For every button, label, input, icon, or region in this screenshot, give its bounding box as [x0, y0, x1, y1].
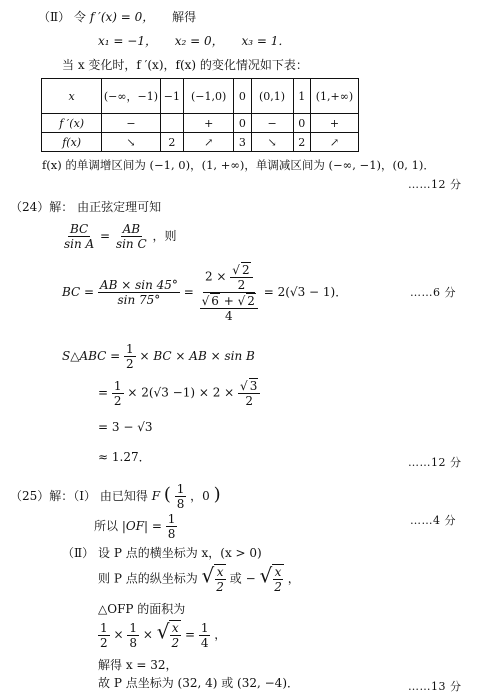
- score-12a: ……12 分: [408, 178, 462, 191]
- area-rhs: × BC × AB × sin B: [139, 349, 255, 363]
- bc-equation: BC = $\frac{AB \times \sin 45^\circ}{\sin 75^\circ}$ = 2 × $\frac{√ 2}{2}$ $\frac{√ 6 + √ 2}{4}$ = 2(√3 − 1)．: [62, 263, 348, 323]
- focus-label: F: [151, 489, 161, 503]
- table-cell: (−∞，−1): [102, 79, 160, 114]
- sqrt-value: 2: [241, 263, 250, 277]
- equals: =: [98, 385, 109, 400]
- monotone-conclusion: f(x) 的单调增区间为 (−1, 0)，(1, +∞)，单调减区间为 (−∞, −1)，(0, 1)．: [42, 158, 435, 172]
- sqrt-value: 6: [211, 294, 219, 308]
- numerator: 1: [126, 342, 134, 356]
- area-lhs: S△ABC =: [62, 349, 121, 363]
- table-cell: −: [251, 114, 293, 133]
- q25-intro: 由已知得: [99, 489, 148, 503]
- fraction: $\frac{√ 3}{2}$: [238, 378, 260, 408]
- table-row: [42, 133, 359, 152]
- table-cell: 0: [234, 79, 251, 114]
- table-cell: x: [42, 79, 102, 114]
- fraction: $\frac{√ 6 + √ 2}{4}$: [200, 293, 258, 323]
- table-cell: (1,+∞): [310, 79, 358, 114]
- part2-line: [38, 10, 196, 24]
- fraction: [166, 512, 178, 541]
- variation-table: [41, 78, 359, 152]
- num-text: 2 ×: [204, 269, 227, 284]
- table-cell: −1: [160, 79, 184, 114]
- fraction: [199, 621, 211, 650]
- fraction: [127, 621, 139, 650]
- fraction: [214, 564, 226, 594]
- denominator: sin C: [115, 237, 147, 251]
- numerator: 1: [176, 482, 185, 496]
- area-step-3: = 3 − √3: [98, 420, 153, 434]
- numerator: 1: [129, 620, 137, 635]
- fraction: [175, 482, 187, 511]
- area-step-2: [98, 378, 260, 408]
- q25-label: （25）解：（Ⅰ）: [10, 489, 97, 503]
- bc-lhs: BC =: [62, 285, 95, 299]
- table-cell: [160, 114, 184, 133]
- denominator: 2: [100, 635, 108, 650]
- denominator: 4: [200, 635, 209, 650]
- fraction: [114, 222, 149, 251]
- focus-tail: ，0: [190, 489, 210, 503]
- numerator: x: [274, 565, 282, 579]
- y-coord-line: 则 P 点的纵坐标为 √ $\frac{x}{2}$ 或 − √ $\frac{x}{2}$ ，: [98, 563, 300, 594]
- p2-text: 设 P 点的横坐标为 x，(x > 0): [98, 546, 262, 560]
- solve-line: 解得 x = 32，: [98, 658, 178, 672]
- denominator: 8: [176, 497, 185, 511]
- table-cell: 0: [293, 114, 310, 133]
- numerator: BC: [69, 222, 89, 236]
- table-cell: ↘: [251, 133, 293, 152]
- area-equation: $\frac{1}{2}$ × $\frac{1}{8}$ × √ $\frac{x}{2}$ = $\frac{1}{4}$ ，: [100, 619, 227, 650]
- table-cell: 2: [293, 133, 310, 152]
- table-cell: −: [102, 114, 160, 133]
- denominator: sin A: [64, 237, 95, 251]
- table-cell: 0: [234, 114, 251, 133]
- root-3: x₃ = 1．: [241, 34, 291, 48]
- score-13: ……13 分: [408, 680, 462, 693]
- score-4: ……4 分: [410, 514, 456, 527]
- table-cell: f ′(x): [42, 114, 102, 133]
- numerator: [203, 262, 255, 293]
- table-row: [42, 114, 359, 133]
- final-answer: 故 P 点坐标为 (32, 4) 或 (32, −4)．: [98, 676, 299, 690]
- numerator: 1: [167, 512, 176, 526]
- numerator: AB × sin 45°: [99, 278, 178, 292]
- part2-label: （Ⅱ）: [38, 10, 71, 24]
- fraction: $\frac{√ 2}{2}$: [230, 262, 252, 292]
- of-label: |OF| =: [121, 519, 162, 533]
- numerator: 1: [100, 620, 108, 635]
- fraction: [112, 379, 124, 408]
- fraction: [124, 342, 136, 371]
- q24-head: [10, 200, 161, 214]
- denominator: 2: [274, 580, 282, 594]
- numerator: 1: [200, 620, 209, 635]
- part2-solve: 解得: [172, 10, 197, 24]
- numerator: 1: [113, 378, 122, 393]
- table-row: [42, 79, 359, 114]
- denominator: 8: [167, 527, 176, 541]
- numerator: x: [171, 621, 179, 635]
- denominator: [198, 293, 260, 323]
- roots-line: [98, 34, 290, 48]
- table-cell: f(x): [42, 133, 102, 152]
- denominator: 2: [216, 580, 224, 594]
- or-text: 或 −: [229, 571, 256, 586]
- p2-label: （Ⅱ）: [62, 546, 95, 560]
- denominator: 8: [129, 635, 137, 650]
- sine-law: $\frac{BC}{\text{sin A}}$ = $\frac{AB}{\text{sin C}}$ ，则: [64, 222, 177, 251]
- area-label: △OFP 的面积为: [98, 602, 186, 616]
- q25-head: （25）解：（Ⅰ） 由已知得 F ( $\frac{1}{8}$ ，0 ): [10, 482, 221, 511]
- step-text: × 2(√3 −1) × 2 ×: [127, 385, 235, 400]
- table-cell: (0,1): [251, 79, 293, 114]
- denominator: 2: [245, 394, 253, 408]
- area-step-4: ≈ 1.27．: [98, 450, 151, 464]
- table-cell: +: [184, 114, 234, 133]
- denominator: 2: [171, 636, 180, 650]
- of-line: [94, 512, 177, 541]
- part2-eq: f ′(x) = 0，: [89, 10, 155, 24]
- numerator: x: [216, 565, 224, 579]
- y-text: 则 P 点的纵坐标为: [98, 571, 198, 586]
- sqrt-value: 2: [247, 294, 255, 308]
- table-cell: ↘: [102, 133, 160, 152]
- denominator: 2: [237, 278, 246, 292]
- part2-lead: 令: [74, 10, 87, 24]
- q24-intro: 由正弦定理可知: [77, 200, 162, 214]
- sqrt-value: 3: [249, 379, 258, 393]
- so-text: 所以: [94, 519, 119, 533]
- root-2: x₂ = 0，: [174, 34, 224, 48]
- then-text: ，则: [152, 229, 177, 243]
- denominator: 2: [113, 393, 122, 408]
- score-12b: ……12 分: [408, 456, 462, 469]
- table-cell: ↗: [310, 133, 358, 152]
- fraction: [169, 620, 181, 650]
- fraction: [62, 222, 96, 251]
- area-formula: [62, 342, 255, 371]
- table-cell: ↗: [184, 133, 234, 152]
- q24-label: （24）解：: [10, 200, 74, 214]
- fraction: [98, 621, 110, 650]
- table-cell: (−1,0): [184, 79, 234, 114]
- p2-line: [62, 546, 262, 560]
- table-cell: 3: [234, 133, 251, 152]
- table-cell: 2: [160, 133, 184, 152]
- denominator: sin 75°: [117, 293, 161, 307]
- denominator: 4: [224, 309, 233, 323]
- table-cell: +: [310, 114, 358, 133]
- fraction: [272, 564, 284, 594]
- root-1: x₁ = −1，: [98, 34, 157, 48]
- denominator: 2: [126, 357, 134, 371]
- fraction: [198, 262, 260, 323]
- table-intro: 当 x 变化时，f ′(x)，f(x) 的变化情况如下表：: [62, 58, 308, 72]
- score-6: ……6 分: [410, 286, 456, 299]
- fraction: [98, 278, 180, 307]
- bc-result: = 2(√3 − 1)．: [263, 285, 348, 299]
- table-cell: 1: [293, 79, 310, 114]
- numerator: AB: [122, 222, 141, 236]
